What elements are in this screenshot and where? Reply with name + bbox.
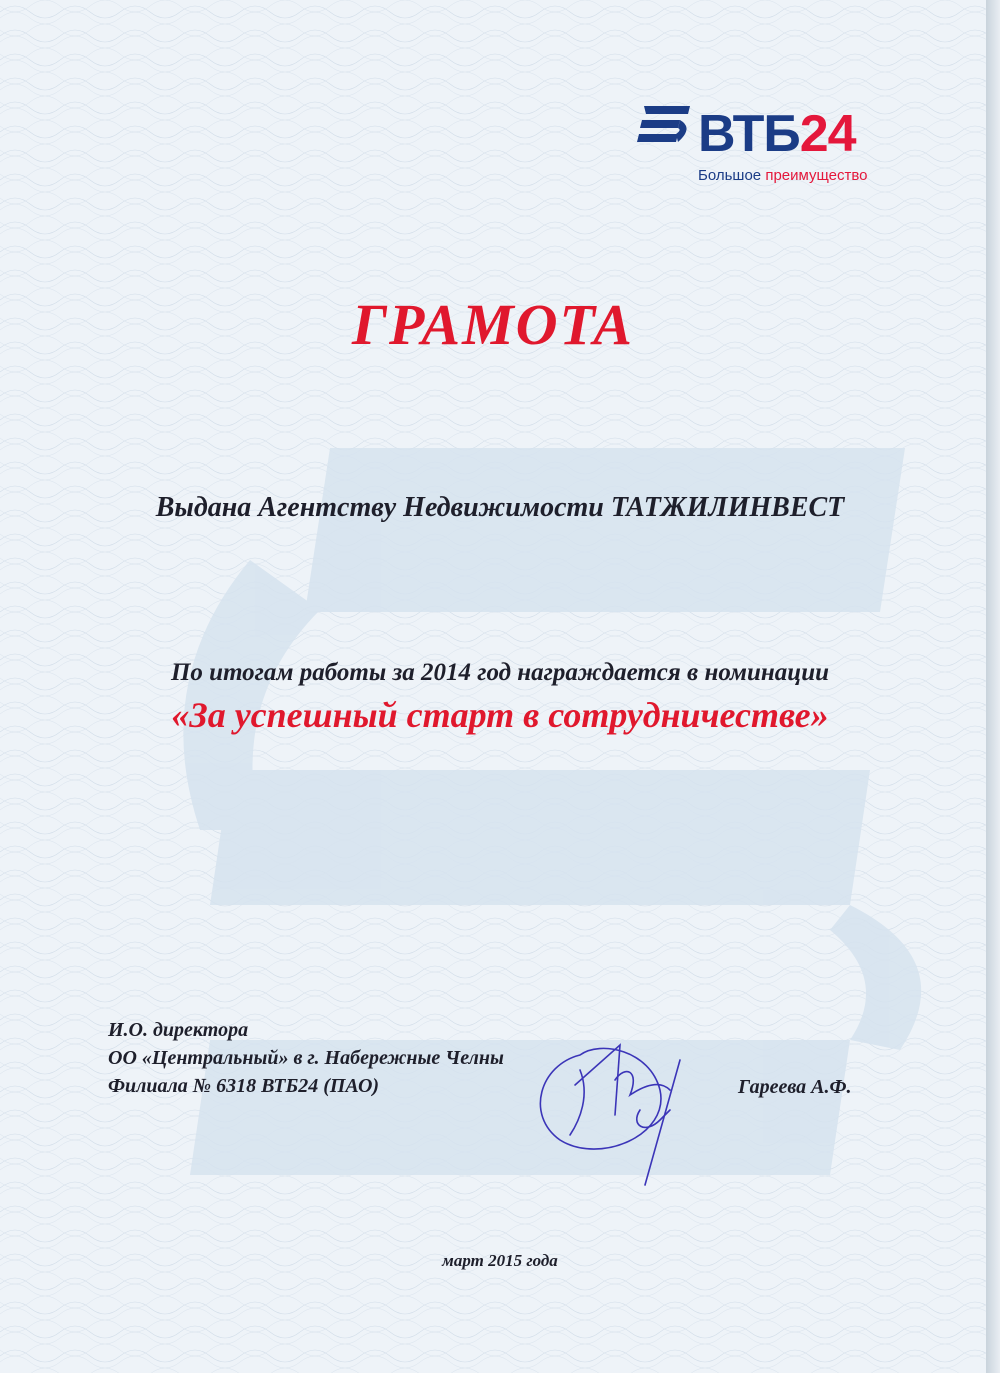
nomination-title: «За успешный старт в сотрудничестве» [171, 695, 829, 735]
handwritten-signature [520, 1025, 720, 1195]
issued-to-line: Выдана Агентству Недвижимости ТАТЖИЛИНВЕСТ [155, 492, 845, 523]
logo-brand-number: 24 [799, 105, 856, 163]
logo-tagline [698, 168, 868, 184]
page-edge [986, 0, 1000, 1373]
issue-date: март 2015 года [442, 1251, 558, 1270]
vtb24-logo [636, 100, 876, 200]
logo-brand-main: ВТБ [698, 105, 800, 163]
certificate-title: ГРАМОТА [352, 292, 634, 357]
signatory-block [108, 1016, 504, 1100]
signatory-position: И.О. директора [108, 1019, 249, 1041]
result-line: По итогам работы за 2014 год награждается в номинации [170, 659, 830, 686]
signatory-office: ОО «Центральный» в г. Набережные Челны [108, 1047, 504, 1069]
vtb-logo-icon [636, 104, 694, 150]
tagline-part1: Большое [698, 167, 762, 184]
signer-name: Гареева А.Ф. [738, 1076, 852, 1098]
logo-wordmark [698, 105, 856, 163]
signatory-branch: Филиала № 6318 ВТБ24 (ПАО) [108, 1075, 380, 1097]
tagline-part2: преимущество [765, 167, 868, 184]
